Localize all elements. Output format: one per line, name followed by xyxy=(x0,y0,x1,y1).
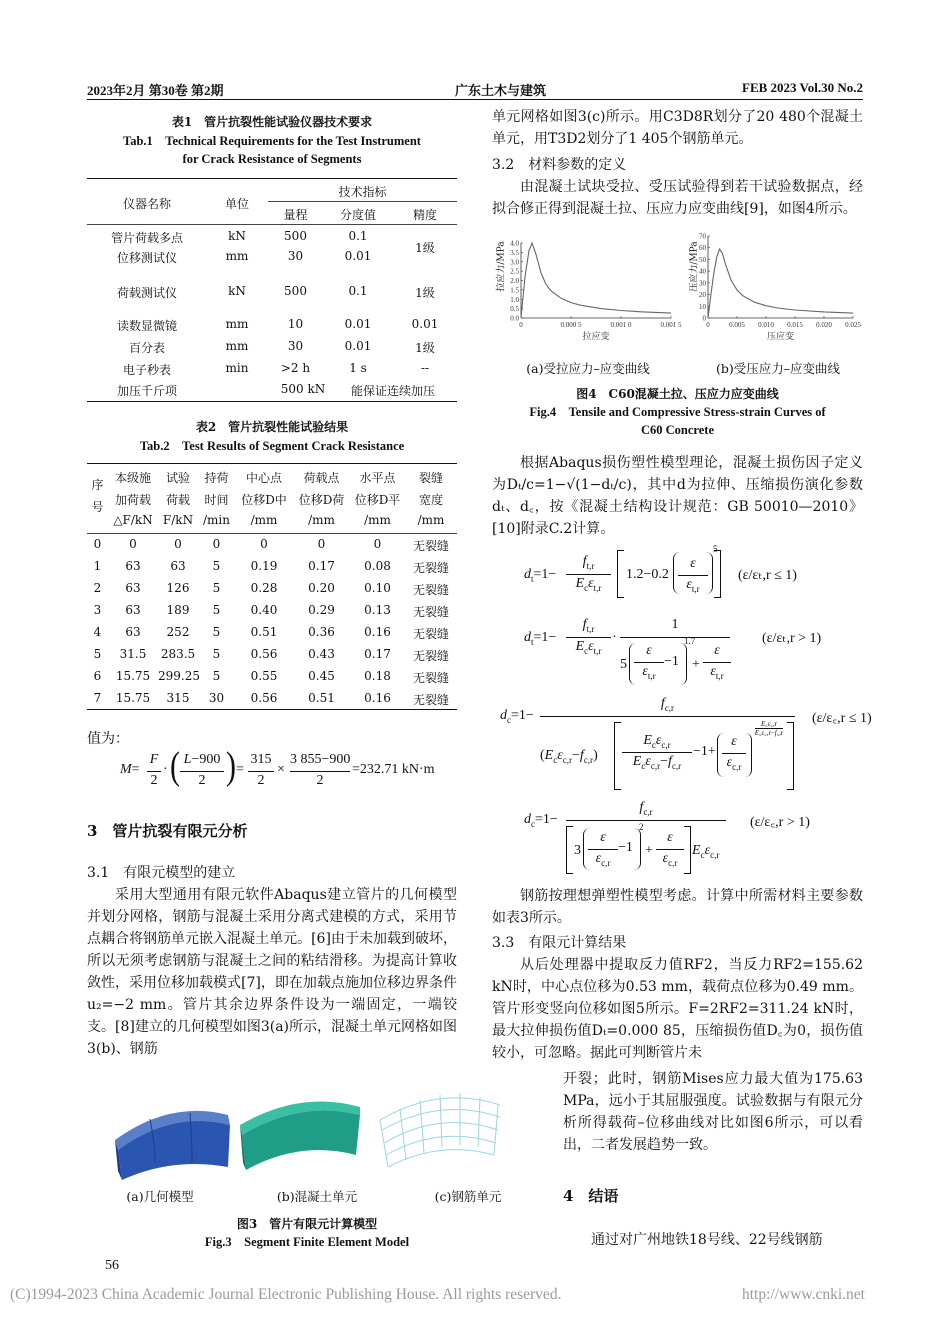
table1-cell: kN xyxy=(228,284,246,298)
section-3-2-title: 3.2 材料参数的定义 xyxy=(492,157,627,173)
table2-cell: 5 xyxy=(212,559,221,573)
table2-cell: 0.19 xyxy=(250,559,278,573)
y-tick-label: 20 xyxy=(699,291,706,300)
table2-cell: 5 xyxy=(212,603,221,617)
x-axis-label: 压应变 xyxy=(766,332,795,342)
table2-cell: 5 xyxy=(212,581,221,595)
y-tick-label: 0 xyxy=(702,314,706,323)
y-tick-label: 40 xyxy=(699,267,706,276)
table2-cell: 5 xyxy=(212,647,221,661)
table2-cell: 5 xyxy=(212,669,221,683)
table1-cell: 荷载测试仪 xyxy=(116,286,177,300)
page-number: 56 xyxy=(105,1258,119,1273)
table2-cell: 无裂缝 xyxy=(412,671,449,685)
table2-cell: 0.10 xyxy=(364,581,391,595)
table1-cell: 0.1 xyxy=(348,284,368,298)
y-tick-label: 2.0 xyxy=(510,277,519,285)
table2-header-cell: 位移D平 xyxy=(354,493,401,507)
table2-cell: 0 xyxy=(317,537,326,551)
table2-header-cell: F/kN xyxy=(162,513,194,527)
paragraph-3-3a: 从后处理器中提取反力值RF2，当反力RF2=155.62 kN时，中心点位移为0.53 mm，载荷点位移为0.49 mm。管片形变竖向位移如图5所示。F=2RF2=311.24 kN时，最大拉伸损伤值Dₜ=0.000 85，压缩损伤值D꜀为0，损伤值较小，可忽略。据此可判断管片未 xyxy=(492,957,863,1061)
table2-cell: 63 xyxy=(170,559,186,573)
eq3-condition: (ε/ε꜀,r ≤ 1) xyxy=(812,711,872,726)
table1-cell: -- xyxy=(420,361,430,375)
section-3-title: 3 管片抗裂有限元分析 xyxy=(87,822,248,840)
table2-cell: 63 xyxy=(125,581,141,595)
table2-cell: 0.17 xyxy=(308,559,335,573)
table2-cell: 0.16 xyxy=(364,625,391,639)
header-issue: 2023年2月 第30卷 第2期 xyxy=(87,83,224,98)
table2-cell: 15.75 xyxy=(115,669,151,683)
table2-cell: 0 xyxy=(174,537,182,551)
table1-cell: 加压千斤项 xyxy=(116,384,177,398)
table2-cell: 0 xyxy=(129,537,137,551)
table1-h-unit: 单位 xyxy=(224,197,249,211)
table2-cell: 0 xyxy=(373,537,382,551)
figure4-ylabel-a: 拉应力/MPa xyxy=(496,241,507,292)
table1-caption-en2: for Crack Resistance of Segments xyxy=(182,152,362,166)
y-tick-label: 1.5 xyxy=(510,286,519,295)
x-tick-label: 0.001 5 xyxy=(660,321,682,329)
table2-cell: 0.56 xyxy=(250,647,278,661)
table2-cell: 63 xyxy=(125,559,141,573)
paragraph-3-3b: 开裂；此时，钢筋Mises应力最大值为175.63 MPa，远小于其屈服强度。试验数据与有限元分析所得载荷–位移曲线对比如图6所示，可以看出，二者发展趋势一致。 xyxy=(563,1071,863,1153)
paragraph-damage: 根据Abaqus损伤塑性模型理论，混凝土损伤因子定义为Dₜ/c=1−√(1−dₜ/c)，其中d为拉伸、压缩损伤演化参数dₜ、d꜀，按《混凝土结构设计规范：GB 50010—2010》[10]附录C.2计算。 xyxy=(492,455,863,537)
table2-cell: 0.28 xyxy=(250,581,278,595)
table1-h-tech: 技术指标 xyxy=(338,185,387,199)
table1-cell: 500 xyxy=(284,229,307,243)
table2-cell: 63 xyxy=(125,625,141,639)
table2-cell: 无裂缝 xyxy=(412,539,449,553)
x-tick-label: 0.020 xyxy=(816,321,832,329)
table1-cell: 500 xyxy=(284,284,307,298)
table2-header-cell: △F/kN xyxy=(113,513,153,527)
table2-cell: 252 xyxy=(166,625,190,639)
geometry-model-image xyxy=(115,1111,230,1180)
table2-cell: 无裂缝 xyxy=(412,583,449,597)
header-volume: FEB 2023 Vol.30 No.2 xyxy=(742,80,863,95)
table1-cell: mm xyxy=(225,339,249,353)
x-tick-label: 0.000 5 xyxy=(560,321,582,329)
x-tick-label: 0.015 xyxy=(787,321,803,329)
table1-h-name: 仪器名称 xyxy=(122,197,171,211)
figure4-sub-b: (b)受压应力–应变曲线 xyxy=(715,361,840,376)
table2-caption-en: Tab.2 Test Results of Segment Crack Resistance xyxy=(139,439,405,453)
table2-cell: 1 xyxy=(93,559,102,573)
table2-cell: 0.43 xyxy=(308,647,335,661)
figure4-caption-en1: Fig.4 Tensile and Compressive Stress-strain Curves of xyxy=(529,405,826,419)
table2-cell: 5 xyxy=(93,647,102,661)
table1-cell: 0.01 xyxy=(344,339,372,353)
table1-cell: 0.01 xyxy=(344,317,372,331)
footer-copyright: (C)1994-2023 China Academic Journal Electronic Publishing House. All rights reserved. xyxy=(10,1286,562,1303)
table2-cell: 0.08 xyxy=(364,559,391,573)
table2-cell: 3 xyxy=(93,603,102,617)
x-tick-label: 0.005 xyxy=(729,321,745,329)
y-tick-label: 30 xyxy=(699,279,706,288)
y-tick-label: 1.0 xyxy=(510,295,519,304)
table2-cell: 无裂缝 xyxy=(412,627,449,641)
table2-header-cell: 水平点 xyxy=(359,471,396,485)
footer-url: http://www.cnki.net xyxy=(742,1286,865,1303)
table1-caption-cn: 表1 管片抗裂性能试验仪器技术要求 xyxy=(171,115,373,129)
table1-cell: 10 xyxy=(287,317,304,331)
table2-header-cell: 荷载 xyxy=(165,493,190,507)
y-tick-label: 70 xyxy=(699,232,706,241)
table2-header-cell: /mm xyxy=(364,513,391,527)
table2-cell: 0.45 xyxy=(308,669,335,683)
header-journal: 广东土木与建筑 xyxy=(455,84,547,99)
table1-caption-en1: Tab.1 Technical Requirements for the Test Instrument xyxy=(123,134,421,148)
table2-cell: 0.51 xyxy=(250,625,278,639)
table1-cell: 0.01 xyxy=(344,249,372,263)
table1-cell: min xyxy=(225,361,249,375)
y-tick-label: 50 xyxy=(699,255,706,264)
eq1-condition: (ε/εₜ,r ≤ 1) xyxy=(738,568,797,583)
eq4-condition: (ε/ε꜀,r > 1) xyxy=(750,815,810,830)
table2-cell: 0.16 xyxy=(364,691,391,705)
table2-cell: 4 xyxy=(93,625,102,639)
table2-header-cell: 荷载点 xyxy=(303,471,340,485)
table2-cell: 315 xyxy=(166,691,190,705)
x-tick-label: 0.010 xyxy=(758,321,774,329)
x-axis-label: 拉应变 xyxy=(582,332,610,342)
table2-cell: 31.5 xyxy=(119,647,147,661)
table1-h-range: 量程 xyxy=(283,208,308,222)
figure3-sub-a: (a)几何模型 xyxy=(126,1189,194,1204)
table2-cell: 0.17 xyxy=(364,647,391,661)
table2-cell: 5 xyxy=(212,625,221,639)
table1-cell-merged: 1级 xyxy=(415,241,435,255)
y-tick-label: 4.0 xyxy=(510,239,519,248)
figure3-caption-en: Fig.3 Segment Finite Element Model xyxy=(204,1235,410,1249)
table2-cell: 299.25 xyxy=(158,669,200,683)
table2-header-cell: 序 xyxy=(91,478,104,492)
table1-cell: 30 xyxy=(287,339,304,353)
table1-cell: 能保证连续加压 xyxy=(350,384,435,398)
table1-cell: mm xyxy=(225,317,249,331)
figure3-caption-cn: 图3 管片有限元计算模型 xyxy=(236,1217,378,1231)
value-label: 值为： xyxy=(87,731,129,747)
x-tick-label: 0 xyxy=(706,321,710,329)
tensile-curve-chart xyxy=(487,228,682,353)
y-tick-label: 60 xyxy=(699,244,706,253)
table1-cell: 电子秒表 xyxy=(122,363,171,377)
figure4-ylabel-b: 压应力/MPa xyxy=(689,241,700,292)
table2-header-cell: 中心点 xyxy=(245,471,282,485)
y-tick-label: 0.0 xyxy=(510,314,519,323)
table2-cell: 0.36 xyxy=(308,625,335,639)
table1-cell: 读数显微镜 xyxy=(116,319,177,333)
table2-cell: 189 xyxy=(166,603,190,617)
table2-cell: 6 xyxy=(93,669,102,683)
table2-cell: 7 xyxy=(93,691,102,705)
series-line xyxy=(708,249,853,318)
table2-cell: 63 xyxy=(125,603,141,617)
table2-cell: 无裂缝 xyxy=(412,649,449,663)
table2-cell: 0.55 xyxy=(250,669,278,683)
table2-header-cell: /min xyxy=(203,513,230,527)
table2-cell: 0.18 xyxy=(364,669,391,683)
table2-header-cell: 试验 xyxy=(165,471,190,485)
x-tick-label: 0 xyxy=(519,321,523,329)
page: 2023年2月 第30卷 第2期 广东土木与建筑 FEB 2023 Vol.30 No.2 表1 管片抗裂性能试验仪器技术要求 Tab.1 Technical Requirements for the Test Instrument for Crack Resistance of Segments 仪器名称 单位 技术指标 量程 分度值 精度 管片荷载多点 kN 500 0.1 位移测试仪 mm 30 0.01 1级 荷载测试仪 kN 500 0.1 1级 读数显微镜 mm 10 0.01 0.01 百分表 mm 30 0.01 1级 电子秒表 min >2 h 1 s -- 加压千斤项 500 kN 能保证连续加压 表2 管片抗裂性能试验结果 Tab.2 Test Results of Segment Crack Resistance 序 号 本级施 加荷载 △F/kN 试验 荷载 F/kN 持荷 时间 /min 中心点 位移D中 /mm 荷载点 位移D荷 /mm 水平点 位移D平 /mm 裂缝 宽度 /mm 0 0 0 0 0 0 0 无裂缝 1 63 63 5 0.19 0.17 0.08 无裂缝 2 63 126 5 0.28 0.20 0.10 无裂缝 3 63 189 5 0.40 0.29 0.13 无裂缝 4 63 252 5 0.51 0.36 0.16 无裂缝 5 31.5 283.5 5 0.56 0.43 0.17 无裂缝 6 15.75 299.25 5 0.55 0.45 0.18 无裂缝 7 15.75 315 30 0.56 0.51 0.16 无裂缝 值为： M= F 2 · ( L−900 2 ) = 315 2 × 3 855−900 2 =232.71 kN·m 3 管片抗裂有限元分析 3.1 有限元模型的建立 采用大型通用有限元软件Abaqus建立管片的几何模型并划分网格，钢筋与混凝土采用分离式建模的方式，采用节点耦合将钢筋单元嵌入混凝土单元。[6]由于未加载到破坏，所以无须考虑钢筋与混凝土之间的粘结滑移。为提高计算收敛性，采用位移加载模式[7]，即在加载点施加位移边界条件u₂=−2 mm。管片其余边界条件设为一端固定，一端铰支。[8]建立的几何模型如图3(a)所示，混凝土单元网格如图3(b)、钢筋 (a)几何模型 (b)混凝土单元 (c)钢筋单元 图3 管片有限元计算模型 Fig.3 Segment Finite Element Model 56 单元网格如图3(c)所示。用C3D8R划分了20 480个混凝土单元，用T3D2划分了1 405个钢筋单元。 3.2 材料参数的定义 由混凝土试块受拉、受压试验得到若干试验数据点，经拟合修正得到混凝土拉、压应力应变曲线[9]，如图4所示。 0.0 0.5 1.0 1.5 2.0 2.5 3.0 3.5 4.0 0 0.000 5 0.001 0 0.001 5 拉应变 0 10 20 30 40 50 60 70 0 0.005 0.010 0.015 0.020 0.025 压应变 拉应力/MPa 压应力/MPa (a)受拉应力–应变曲线 (b)受压应力–应变曲线 图4 C60混凝土拉、压应力应变曲线 Fig.4 Tensile and Compressive Stress-strain Curves of C60 Concrete 根据Abaqus损伤塑性模型理论，混凝土损伤因子定义为Dₜ/c=1−√(1−dₜ/c)，其中d为拉伸、压缩损伤演化参数dₜ、d꜀，按《混凝土结构设计规范：GB 50010—2010》[10]附录C.2计算。 $d_t=1-$ $f_{t,r}$ $E_c\varepsilon_{t,r}$ 1.2−0.2 ε $\varepsilon_{t,r}$ 5 (ε/εₜ,r ≤ 1) $d_t=1-$ $f_{t,r}$ $E_c\varepsilon_{t,r}$ · 1 5 ε $\varepsilon_{t,r}$ −1 1.7 + ε $\varepsilon_{t,r}$ (ε/εₜ,r > 1) $d_c=1-$ $f_{c,r}$ $(E_c\varepsilon_{c,r}-f_{c,r})$ $E_c\varepsilon_{c,r}$ $E_c\varepsilon_{c,r}-f_{c,r}$ −1+ ε $\varepsilon_{c,r}$ E꜀ε꜀,r E꜀ε꜀,r−f꜀,r (ε/ε꜀,r ≤ 1) $d_c=1-$ $f_{c,r}$ 3 ε $\varepsilon_{c,r}$ −1 2 + ε $\varepsilon_{c,r}$ $E_c\varepsilon_{c,r}$ (ε/ε꜀,r > 1) 钢筋按理想弹塑性模型考虑。计算中所需材料主要参数如表3所示。 3.3 有限元计算结果 从后处理器中提取反力值RF2，当反力RF2=155.62 kN时，中心点位移为0.53 mm，载荷点位移为0.49 mm。管片形变竖向位移如图5所示。F=2RF2=311.24 kN时，最大拉伸损伤值Dₜ=0.000 85，压缩损伤值D꜀为0，损伤值较小，可忽略。据此可判断管片未 开裂；此时，钢筋Mises应力最大值为175.63 MPa，远小于其屈服强度。试验数据与有限元分析所得载荷–位移曲线对比如图6所示，可以看出，二者发展趋势一致。 4 结语 通过对广州地铁18号线、22号线钢筋 (C)1994-2023 China Academic Journal Electronic Publishing House. All rights reserved. http://www.cnki.net xyxy=(0,0,950,1333)
table2-header-cell: 号 xyxy=(91,500,104,514)
table2-cell: 0.40 xyxy=(250,603,278,617)
table2-header-cell: /mm xyxy=(250,513,278,527)
table1-cell: 1 s xyxy=(349,361,367,375)
table2-cell: 126 xyxy=(166,581,190,595)
paragraph-mesh: 单元网格如图3(c)所示。用C3D8R划分了20 480个混凝土单元，用T3D2划分了1 405个钢筋单元。 xyxy=(492,109,863,147)
table1-cell: 30 xyxy=(287,249,304,263)
table2-header-cell: 加荷载 xyxy=(114,493,151,507)
table1-cell: 百分表 xyxy=(128,341,165,355)
table2-cell: 无裂缝 xyxy=(412,605,449,619)
rebar-element-image xyxy=(380,1093,500,1167)
paragraph-4: 通过对广州地铁18号线、22号线钢筋 xyxy=(591,1232,823,1248)
paragraph-3-1: 采用大型通用有限元软件Abaqus建立管片的几何模型并划分网格，钢筋与混凝土采用分离式建模的方式，采用节点耦合将钢筋单元嵌入混凝土单元。[6]由于未加载到破坏，所以无须考虑钢筋与混凝土之间的粘结滑移。为提高计算收敛性，采用位移加载模式[7]，即在加载点施加位移边界条件u₂=−2 mm。管片其余边界条件设为一端固定，一端铰支。[8]建立的几何模型如图3(a)所示，混凝土单元网格如图3(b)、钢筋 xyxy=(87,887,458,1057)
table2-cell: 0 xyxy=(260,537,268,551)
section-4-title: 4 结语 xyxy=(563,1187,619,1205)
table2-header-cell: 宽度 xyxy=(418,493,443,507)
table1-cell: >2 h xyxy=(280,361,311,375)
table1-cell: 管片荷载多点 xyxy=(110,231,183,245)
table1-cell: 1级 xyxy=(415,286,435,300)
table2-header-cell: /mm xyxy=(308,513,335,527)
table2-caption-cn: 表2 管片抗裂性能试验结果 xyxy=(195,420,349,434)
x-tick-label: 0.025 xyxy=(845,321,861,329)
table1-cell: 1级 xyxy=(415,341,435,355)
y-tick-label: 2.5 xyxy=(510,267,519,276)
y-tick-label: 10 xyxy=(699,302,706,311)
eq2-condition: (ε/εₜ,r > 1) xyxy=(762,631,822,646)
table1-cell: 位移测试仪 xyxy=(116,251,177,265)
moment-result: =232.71 kN·m xyxy=(352,762,435,777)
table1-h-res: 分度值 xyxy=(339,208,376,222)
table2-header-cell: 裂缝 xyxy=(418,471,443,485)
table2-cell: 0.51 xyxy=(308,691,335,705)
table2-header-cell: 位移D中 xyxy=(241,493,287,507)
table2-cell: 2 xyxy=(93,581,102,595)
table2-cell: 0.29 xyxy=(308,603,335,617)
table2-cell: 无裂缝 xyxy=(412,561,449,575)
table1-cell: 0.01 xyxy=(411,317,439,331)
figure3-sub-b: (b)混凝土单元 xyxy=(276,1189,358,1204)
table2-header-cell: /mm xyxy=(417,513,445,527)
table2-cell: 0.20 xyxy=(308,581,335,595)
y-tick-label: 3.0 xyxy=(510,258,519,267)
x-tick-label: 0.001 0 xyxy=(610,321,632,329)
figure4-caption-cn: 图4 C60混凝土拉、压应力应变曲线 xyxy=(576,387,779,401)
table2-cell: 无裂缝 xyxy=(412,693,449,707)
section-3-3-title: 3.3 有限元计算结果 xyxy=(492,935,627,951)
concrete-element-image xyxy=(240,1101,360,1170)
compressive-curve-chart xyxy=(680,228,865,353)
header-rule xyxy=(87,99,863,100)
table1-cell: mm xyxy=(225,249,249,263)
paragraph-3-2: 由混凝土试块受拉、受压试验得到若干试验数据点，经拟合修正得到混凝土拉、压应力应变曲线[9]，如图4所示。 xyxy=(492,179,863,217)
y-tick-label: 3.5 xyxy=(510,248,519,257)
table1-cell: 500 kN xyxy=(280,382,326,396)
paragraph-steel: 钢筋按理想弹塑性模型考虑。计算中所需材料主要参数如表3所示。 xyxy=(492,888,863,926)
table2-header-cell: 位移D荷 xyxy=(298,493,345,507)
section-3-1-title: 3.1 有限元模型的建立 xyxy=(87,865,236,881)
table2-cell: 15.75 xyxy=(115,691,151,705)
table2-cell: 30 xyxy=(208,691,225,705)
y-tick-label: 0.5 xyxy=(510,305,519,314)
table2-cell: 0.13 xyxy=(364,603,391,617)
table2-header-cell: 本级施 xyxy=(114,471,151,485)
table2-cell: 0.56 xyxy=(250,691,278,705)
figure4-sub-a: (a)受拉应力–应变曲线 xyxy=(526,361,650,376)
table2-header-cell: 时间 xyxy=(204,493,229,507)
table2-header-cell: 持荷 xyxy=(204,471,229,485)
table2-cell: 0 xyxy=(93,537,102,551)
table1-cell: 0.1 xyxy=(348,229,368,243)
series-line xyxy=(521,243,671,318)
table2-cell: 0 xyxy=(212,537,221,551)
table2-cell: 283.5 xyxy=(160,647,196,661)
figure4-caption-en2: C60 Concrete xyxy=(640,423,714,437)
figure3-images xyxy=(110,1085,500,1180)
figure3-sub-c: (c)钢筋单元 xyxy=(434,1189,502,1204)
table1-h-acc: 精度 xyxy=(412,208,437,222)
table1-cell: kN xyxy=(228,229,246,243)
